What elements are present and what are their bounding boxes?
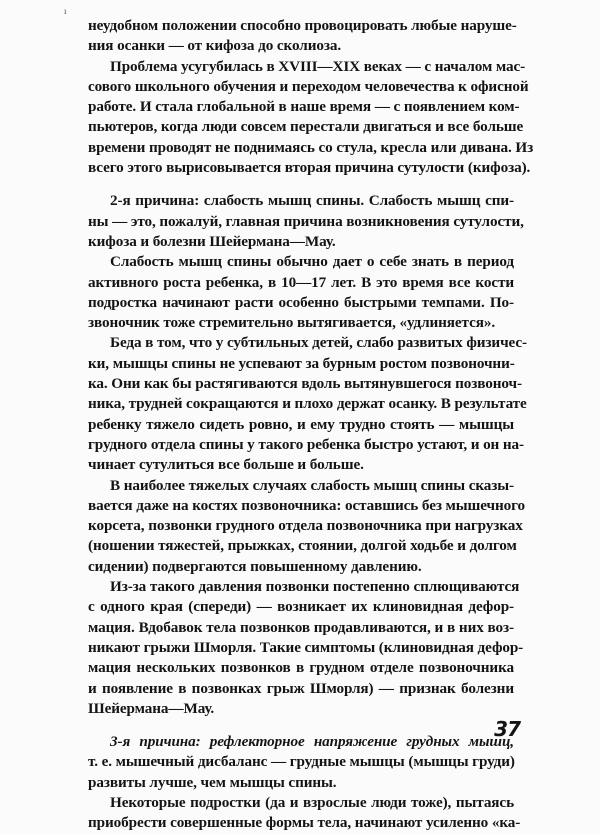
paragraph xyxy=(88,476,526,577)
text-line: Беда в том, что у субтильных детей, слабо развитых физичес- xyxy=(110,334,527,352)
text-line: грудного отдела спины у такого ребенка быстро устают, и он на- xyxy=(88,435,525,453)
text-line: (ношении тяжестей, прыжках, стоянии, долгой ходьбе и долгом xyxy=(88,537,517,555)
paragraph xyxy=(88,16,517,57)
text-line: чинает сутулиться все больше и больше. xyxy=(88,456,364,474)
heading-continuation: Слабость мышц спи- xyxy=(364,192,515,210)
text-line: мация. Вдобавок тела позвонков продавливаются, и в них воз- xyxy=(88,618,514,636)
text-line: В наиболее тяжелых случаях слабость мышц спины сказы- xyxy=(110,476,514,494)
paragraph xyxy=(88,252,514,333)
text-line: корсета, позвонки грудного отдела позвоночника при нагрузках xyxy=(88,517,523,535)
text-line: и появление в позвонках грыж Шморля) — признак болезни xyxy=(88,679,514,697)
text-line: ны — это, пожалуй, главная причина возникновения сутулости, xyxy=(88,212,524,230)
text-line: активного роста ребенка, в 10—17 лет. В это время все кости xyxy=(88,273,514,291)
text-line: сового школьного обучения и переходом человечества к офисной xyxy=(88,77,529,95)
paragraph xyxy=(88,333,527,475)
text-line: приобрести совершенные формы тела, начинают усиленно «ка- xyxy=(88,814,521,832)
text-line: звоночник тоже стремительно вытягивается, «удлиняется». xyxy=(88,314,496,332)
text-line: неудобном положении способно провоцировать любые наруше- xyxy=(88,17,517,34)
text-line: ника, трудней сокращаются и плохо держат осанку. В результате xyxy=(88,395,527,413)
page-number: 37 xyxy=(494,717,520,741)
text-line: с одного края (спереди) — возникает их клиновидная дефор- xyxy=(88,598,514,616)
text-line: всего этого вырисовывается вторая причина сутулости (кифоза). xyxy=(88,159,531,177)
section-2 xyxy=(88,191,524,252)
text-line: времени проводят не поднимаясь со стула, кресла или дивана. Из xyxy=(88,138,534,156)
section-heading: 3-я причина: рефлекторное напряжение грудных мышц, xyxy=(110,733,514,751)
text-line: ния осанки — от кифоза до сколиоза. xyxy=(88,37,342,55)
text-line: никают грыжи Шморля. Такие симптомы (клиновидная дефор- xyxy=(88,638,524,656)
text-line: Некоторые подростки (да и взрослые люди тоже), пытаясь xyxy=(110,793,514,811)
text-line: вается даже на костях позвоночника: оставшись без мышечного xyxy=(88,496,526,514)
section-3 xyxy=(88,732,514,793)
text-line: мация нескольких позвонков в грудном отделе позвоночника xyxy=(88,659,514,677)
text-line: пьютеров, когда люди совсем перестали двигаться и все больше xyxy=(88,118,524,136)
text-line: Слабость мышц спины обычно дает о себе знать в период xyxy=(110,253,514,271)
text-line: работе. И стала глобальной в наше время — с появлением ком- xyxy=(88,98,520,116)
section-heading: 2-я причина: слабость мышц спины. xyxy=(110,192,365,210)
text-line: Из-за такого давления позвонки постепенно сплющиваются xyxy=(110,578,520,596)
text-line: сидении) подвергаются повышенному давлению. xyxy=(88,557,422,575)
text-line: ка. Они как бы растягиваются вдоль вытянувшегося позвоноч- xyxy=(88,375,522,393)
text-line: Шейермана—Мау. xyxy=(88,699,215,717)
text-body xyxy=(88,16,534,834)
text-line: кифоза и болезни Шейермана—Мау. xyxy=(88,232,336,250)
text-line: ки, мышцы спины не успевают за бурным ростом позвоночни- xyxy=(88,354,515,372)
text-line: развиты лучше, чем мышцы спины. xyxy=(88,773,337,791)
text-line: т. е. мышечный дисбаланс — грудные мышцы (мышцы груди) xyxy=(88,753,515,771)
text-line: ребенку тяжело сидеть ровно, и ему трудно стоять — мышцы xyxy=(88,415,514,433)
top-margin-mark: ı xyxy=(64,6,67,16)
paragraph xyxy=(88,57,534,179)
text-line xyxy=(88,191,514,211)
text-line: подростка начинают расти особенно быстрыми темпами. По- xyxy=(88,293,514,311)
paragraph xyxy=(88,577,524,719)
text-line: Проблема усугубилась в XVIII—XIX веках — с началом мас- xyxy=(110,57,526,75)
paragraph xyxy=(88,793,521,834)
